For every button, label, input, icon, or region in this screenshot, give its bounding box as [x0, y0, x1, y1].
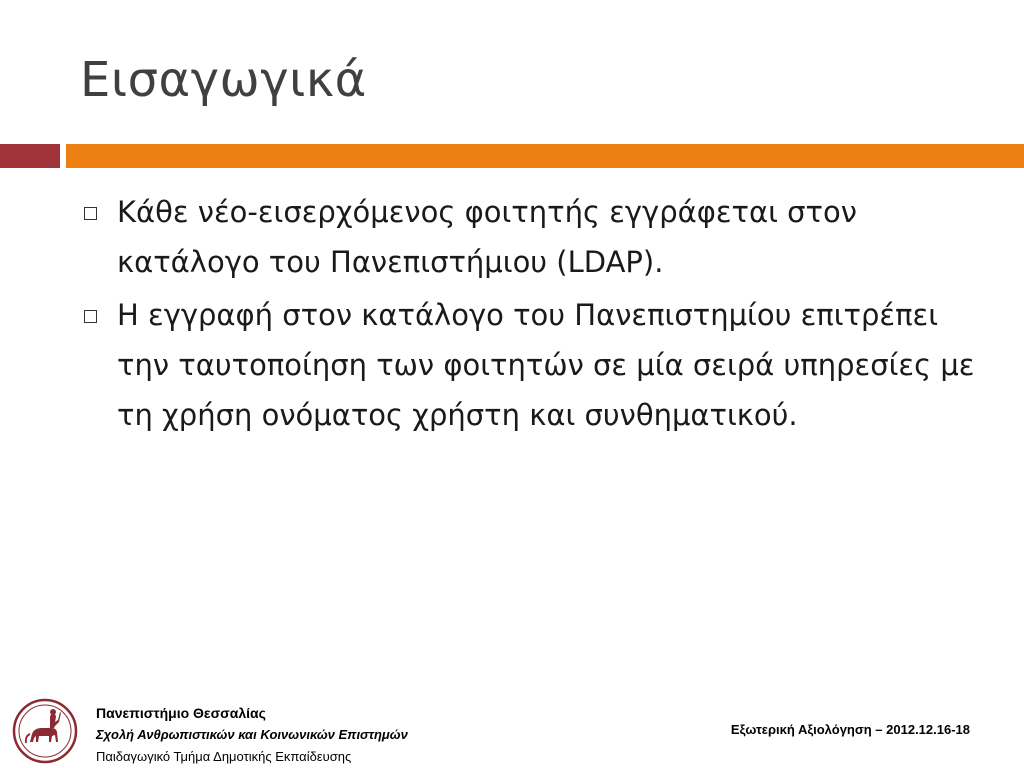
footer	[0, 690, 1024, 768]
title-accent-bar-red	[0, 144, 60, 168]
bullet-text: Η εγγραφή στον κατάλογο του Πανεπιστημίου επιτρέπει την ταυτοποίηση των φοιτητών σε μία σειρά υπηρεσίες με τη χρήση ονόματος χρήστη και συνθηματικού.	[117, 298, 975, 432]
footer-event: Εξωτερική Αξιολόγηση – 2012.12.16-18	[730, 722, 970, 737]
title-accent-bar-orange	[66, 144, 1024, 168]
slide-title: Εισαγωγικά	[80, 52, 367, 108]
square-bullet-icon	[84, 207, 97, 220]
footer-institution	[96, 702, 408, 768]
bullet-item	[80, 190, 980, 287]
footer-university: Πανεπιστήμιο Θεσσαλίας	[96, 705, 266, 721]
bullet-text: Κάθε νέο-εισερχόμενος φοιτητής εγγράφεται στον κατάλογο του Πανεπιστήμιου (LDAP).	[117, 195, 857, 279]
square-bullet-icon	[84, 310, 97, 323]
footer-department: Παιδαγωγικό Τμήμα Δημοτικής Εκπαίδευσης	[96, 749, 352, 764]
centaur-seal-icon	[12, 698, 78, 764]
footer-school: Σχολή Ανθρωπιστικών και Κοινωνικών Επιστημών	[96, 727, 408, 742]
bullet-list	[80, 190, 980, 446]
bullet-item	[80, 293, 980, 440]
